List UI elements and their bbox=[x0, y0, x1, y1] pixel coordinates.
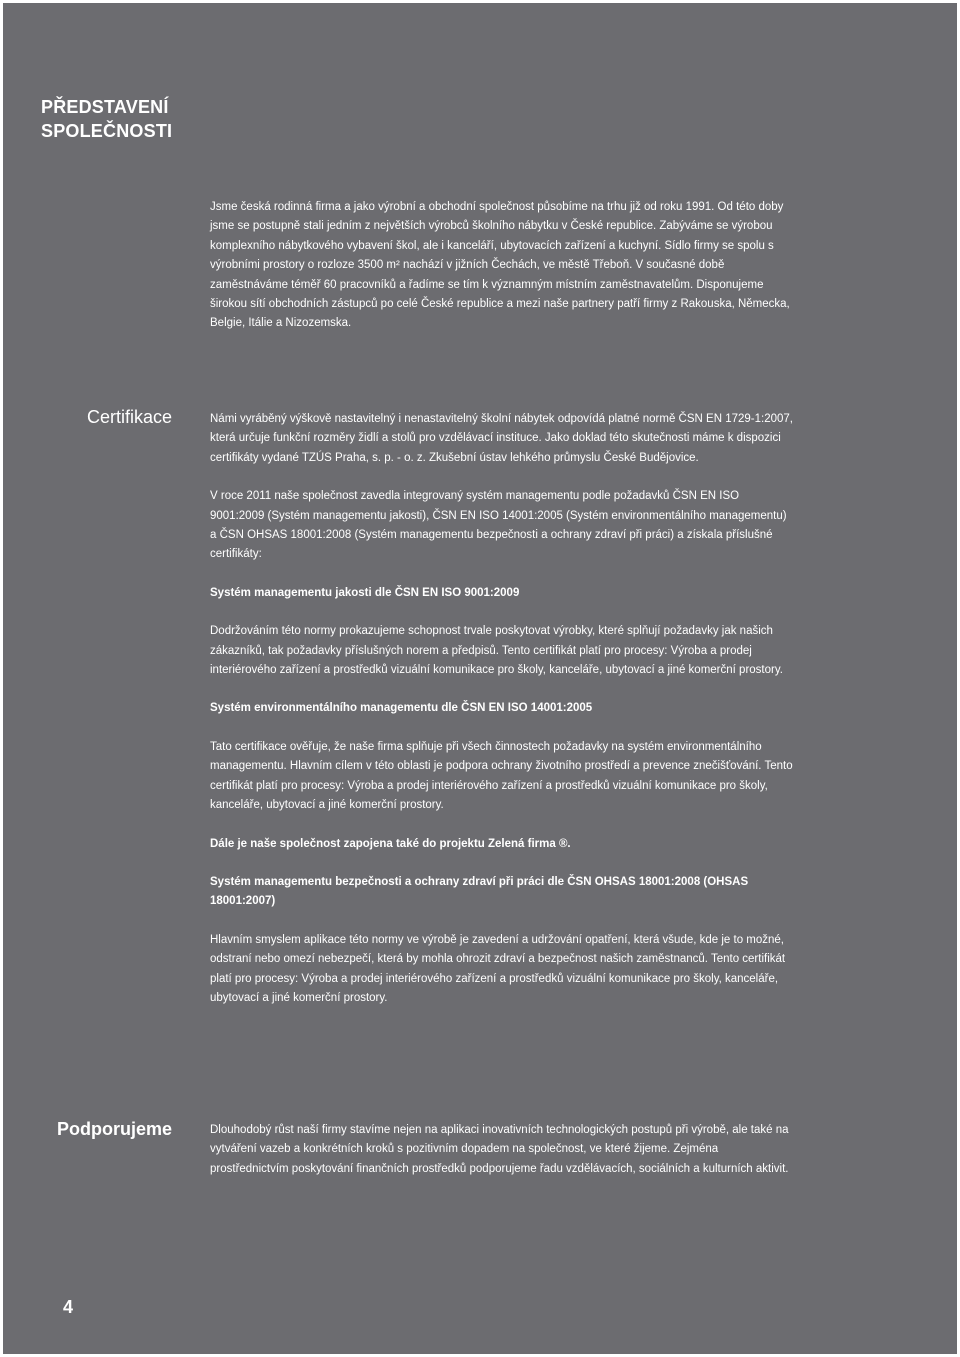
company-intro-text-block bbox=[210, 198, 795, 334]
podporujeme-text-block bbox=[210, 1121, 795, 1179]
page-number: 4 bbox=[63, 1297, 74, 1317]
company-intro-title bbox=[41, 95, 172, 143]
certifikace-paragraph-1: Námi vyráběný výškově nastavitelný i nenastavitelný školní nábytek odpovídá platné normě ČSN EN 1729-1:2007, která určuje funkční rozměry židlí a stolů pro vzdělávací instituce. Jako doklad této skutečnosti máme k dispozici certifikáty vydané TZÚS Praha, s. p. - o. z. Zkušební ústav lehkého průmyslu České Budějovice. bbox=[210, 413, 793, 464]
company-intro-paragraph: Jsme česká rodinná firma a jako výrobní a obchodní společnost působíme na trhu již od roku 1991. Od této doby jsme se postupně stali jedním z největších výrobců školního nábytku v České republice. Zabýváme se výrobou komplexního nábytkového vybavení škol, ale i kanceláří, ubytovacích zařízení a kuchyní. Sídlo firmy se spolu s výrobními prostory o rozloze 3500 m² nachází v jižních Čechách, ve městě Třeboň. V současné době zaměstnáváme téměř 60 pracovníků a řadíme se tím k významným místním zaměstnavatelům. Disponujeme širokou sítí obchodních zástupců po celé České republice a mezi naše partnery patří firmy z Rakouska, Německa, Belgie, Itálie a Nizozemska. bbox=[210, 201, 790, 330]
iso-9001-heading: Systém managementu jakosti dle ČSN EN ISO 9001:2009 bbox=[210, 586, 520, 599]
iso-9001-paragraph: Dodržováním této normy prokazujeme schopnost trvale poskytovat výrobky, které splňují požadavky jak našich zákazníků, tak požadavky příslušných norem a předpisů. Tento certifikát platí pro procesy: Výroba a prodej interiérového zařízení a prostředků vizuální komunikace pro školy, kanceláře, ubytovací a jiné komerční prostory. bbox=[210, 625, 783, 677]
company-intro-title-line1: PŘEDSTAVENÍ bbox=[41, 97, 169, 117]
certifikace-title: Certifikace bbox=[86, 407, 172, 427]
zelena-firma-heading: Dále je naše společnost zapojena také do projektu Zelená firma ®. bbox=[210, 837, 571, 850]
certifikace-text-block bbox=[210, 410, 795, 1008]
document-page bbox=[3, 3, 957, 1354]
ohsas-18001-heading: Systém managementu bezpečnosti a ochrany zdraví při práci dle ČSN OHSAS 18001:2008 (OHSAS 18001:2007) bbox=[210, 875, 749, 908]
podporujeme-paragraph: Dlouhodobý růst naší firmy stavíme nejen na aplikaci inovativních technologických postupů při výrobě, ale také na vytváření vazeb a konkrétních kroků s pozitivním dopadem na společnost, ve které žijeme. Zejména prostřednictvím poskytování finančních prostředků podporujeme řadu vzdělávacích, sociálních a kulturních aktivit. bbox=[210, 1124, 789, 1175]
certifikace-paragraph-2: V roce 2011 naše společnost zavedla integrovaný systém managementu podle požadavků ČSN EN ISO 9001:2009 (Systém managementu jakosti), ČSN EN ISO 14001:2005 (Systém environmentálního managementu) a ČSN OHSAS 18001:2008 (Systém managementu bezpečnosti a ochrany zdraví při práci) a získala příslušné certifikáty: bbox=[210, 490, 787, 561]
iso-14001-paragraph: Tato certifikace ověřuje, že naše firma splňuje při všech činnostech požadavky na systém environmentálního managementu. Hlavním cílem v této oblasti je podpora ochrany životního prostředí a prevence znečišťování. Tento certifikát platí pro procesy: Výroba a prodej interiérového zařízení a prostředků vizuální komunikace pro školy, kanceláře, ubytovací a jiné komerční prostory. bbox=[210, 740, 793, 812]
company-intro-title-line2: SPOLEČNOSTI bbox=[41, 121, 173, 141]
podporujeme-title: Podporujeme bbox=[56, 1119, 172, 1139]
ohsas-18001-paragraph: Hlavním smyslem aplikace této normy ve výrobě je zavedení a udržování opatření, která všude, kde je to možné, odstraní nebo omezí nebezpečí, která by mohla ohrozit zdraví a bezpečnost našich zaměstnanců. Tento certifikát platí pro procesy: Výroba a prodej interiérového zařízení a prostředků vizuální komunikace pro školy, kanceláře, ubytovací a jiné komerční prostory. bbox=[210, 933, 786, 1004]
iso-14001-heading: Systém environmentálního managementu dle ČSN EN ISO 14001:2005 bbox=[210, 702, 593, 715]
